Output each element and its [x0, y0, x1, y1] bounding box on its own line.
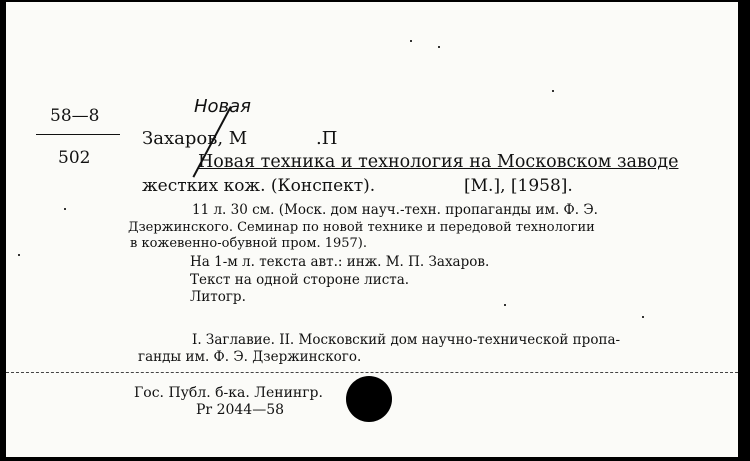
order-number: Pr 2044—58: [196, 402, 285, 418]
tracings-line-1: I. Заглавие. II. Московский дом научно-технической пропа-: [192, 332, 621, 348]
dust-speck: [438, 46, 440, 48]
catalog-card: [6, 2, 738, 457]
title-line-1: Новая техника и технология на Московском заводе: [198, 152, 679, 172]
dust-speck: [64, 208, 66, 210]
card-divider: [6, 372, 738, 373]
physical-description: 11 л. 30 см. (Моск. дом науч.-техн. пропаганды им. Ф. Э.: [192, 202, 598, 218]
dust-speck: [18, 254, 20, 256]
handwritten-note: Новая: [194, 96, 252, 117]
library-name: Гос. Публ. б-ка. Ленингр.: [134, 385, 323, 401]
note-3: Литогр.: [190, 289, 246, 305]
dust-speck: [642, 316, 644, 318]
note-2: Текст на одной стороне листа.: [190, 272, 410, 288]
series-line-2: Дзержинского. Семинар по новой технике и передовой технологии: [128, 220, 595, 235]
author-name: Захаров, М: [142, 128, 248, 149]
dust-speck: [552, 90, 554, 92]
note-1: На 1-м л. текста авт.: инж. М. П. Захаров.: [190, 254, 490, 270]
tracings-line-2: ганды им. Ф. Э. Дзержинского.: [138, 349, 362, 365]
title-line-2: жестких кож. (Конспект).: [142, 176, 376, 196]
dust-speck: [504, 304, 506, 306]
series-line-3: в кожевенно-обувной пром. 1957).: [130, 236, 368, 251]
author-initial: .П: [316, 128, 338, 149]
imprint: [М.], [1958].: [464, 176, 573, 196]
punch-hole: [346, 376, 392, 422]
call-number-bottom: 502: [58, 148, 91, 168]
dust-speck: [410, 40, 412, 42]
call-number-divider: [36, 134, 120, 135]
call-number-top: 58—8: [50, 106, 100, 126]
